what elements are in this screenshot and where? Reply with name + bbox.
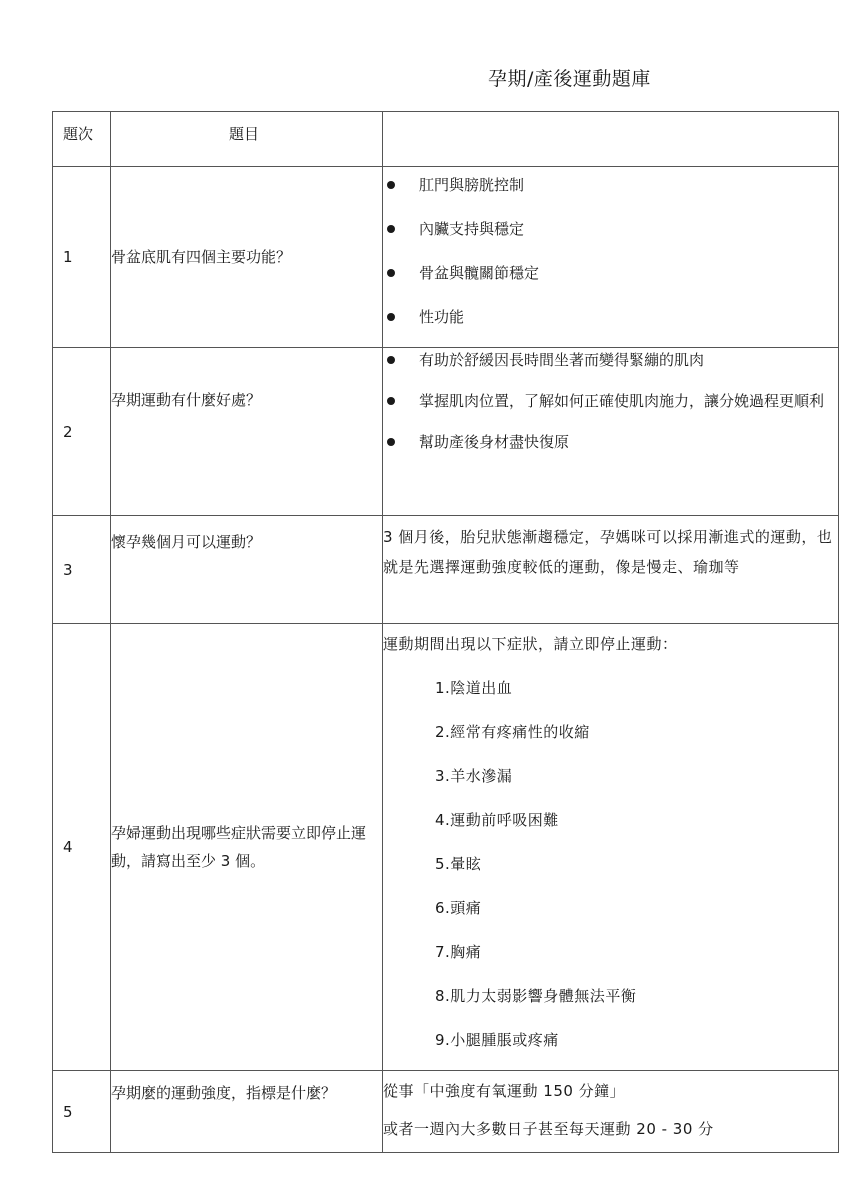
list-item: 4.運動前呼吸困難: [435, 811, 559, 829]
header-answer: [383, 112, 839, 167]
list-item: 5.暈眩: [435, 855, 482, 873]
table-header-row: [53, 112, 839, 167]
row-number: 1: [53, 167, 111, 348]
list-item: 掌握肌肉位置，了解如何正確使肌肉施力，讓分娩過程更順利: [383, 389, 838, 413]
row-question: 孕婦運動出現哪些症狀需要立即停止運動，請寫出至少 3 個。: [111, 624, 383, 1071]
row-question: 骨盆底肌有四個主要功能？: [111, 167, 383, 348]
list-item: 1.陰道出血: [435, 679, 513, 697]
row-question: 懷孕幾個月可以運動？: [111, 516, 383, 624]
symptom-list: [383, 676, 838, 1052]
table-row: [53, 516, 839, 624]
row-answer: [383, 348, 839, 516]
answer-line: 從事「中強度有氧運動 150 分鐘」: [383, 1082, 626, 1100]
page-title: 孕期/產後運動題庫: [488, 68, 651, 90]
row-number: 4: [53, 624, 111, 1071]
list-item: 幫助產後身材盡快復原: [383, 430, 838, 454]
list-item: 2.經常有疼痛性的收縮: [435, 723, 590, 741]
list-item: 內臟支持與穩定: [383, 217, 838, 241]
answer-intro: 運動期間出現以下症狀，請立即停止運動：: [383, 635, 678, 653]
table-row: [53, 348, 839, 516]
list-item: 6.頭痛: [435, 899, 482, 917]
list-item: 8.肌力太弱影響身體無法平衡: [435, 987, 637, 1005]
list-item: 3.羊水滲漏: [435, 767, 513, 785]
table-row: [53, 624, 839, 1071]
row-question: 孕期運動有什麼好處？: [111, 348, 383, 516]
answer-line: 或者一週內大多數日子甚至每天運動 20 - 30 分: [383, 1120, 714, 1138]
list-item: 9.小腿腫脹或疼痛: [435, 1031, 559, 1049]
list-item: 性功能: [383, 305, 838, 329]
row-number: 3: [53, 516, 111, 624]
table-row: [53, 167, 839, 348]
answer-bullet-list: [383, 348, 838, 454]
row-answer: [383, 624, 839, 1071]
row-answer: [383, 167, 839, 348]
list-item: 肛門與膀胱控制: [383, 173, 838, 197]
question-table: [52, 111, 839, 1153]
row-answer: [383, 516, 839, 624]
list-item: 骨盆與髖關節穩定: [383, 261, 838, 285]
list-item: 有助於舒緩因長時間坐著而變得緊繃的肌肉: [383, 348, 838, 372]
row-answer: [383, 1071, 839, 1153]
answer-text: 3 個月後，胎兒狀態漸趨穩定，孕媽咪可以採用漸進式的運動，也就是先選擇運動強度較低的運動，像是慢走、瑜珈等: [383, 528, 833, 576]
row-number: 5: [53, 1071, 111, 1153]
header-number: 題次: [53, 112, 111, 167]
table-row: [53, 1071, 839, 1153]
header-question: 題目: [111, 112, 383, 167]
row-number: 2: [53, 348, 111, 516]
answer-bullet-list: [383, 173, 838, 329]
list-item: 7.胸痛: [435, 943, 482, 961]
row-question: 孕期麼的運動強度，指標是什麼？: [111, 1071, 383, 1153]
